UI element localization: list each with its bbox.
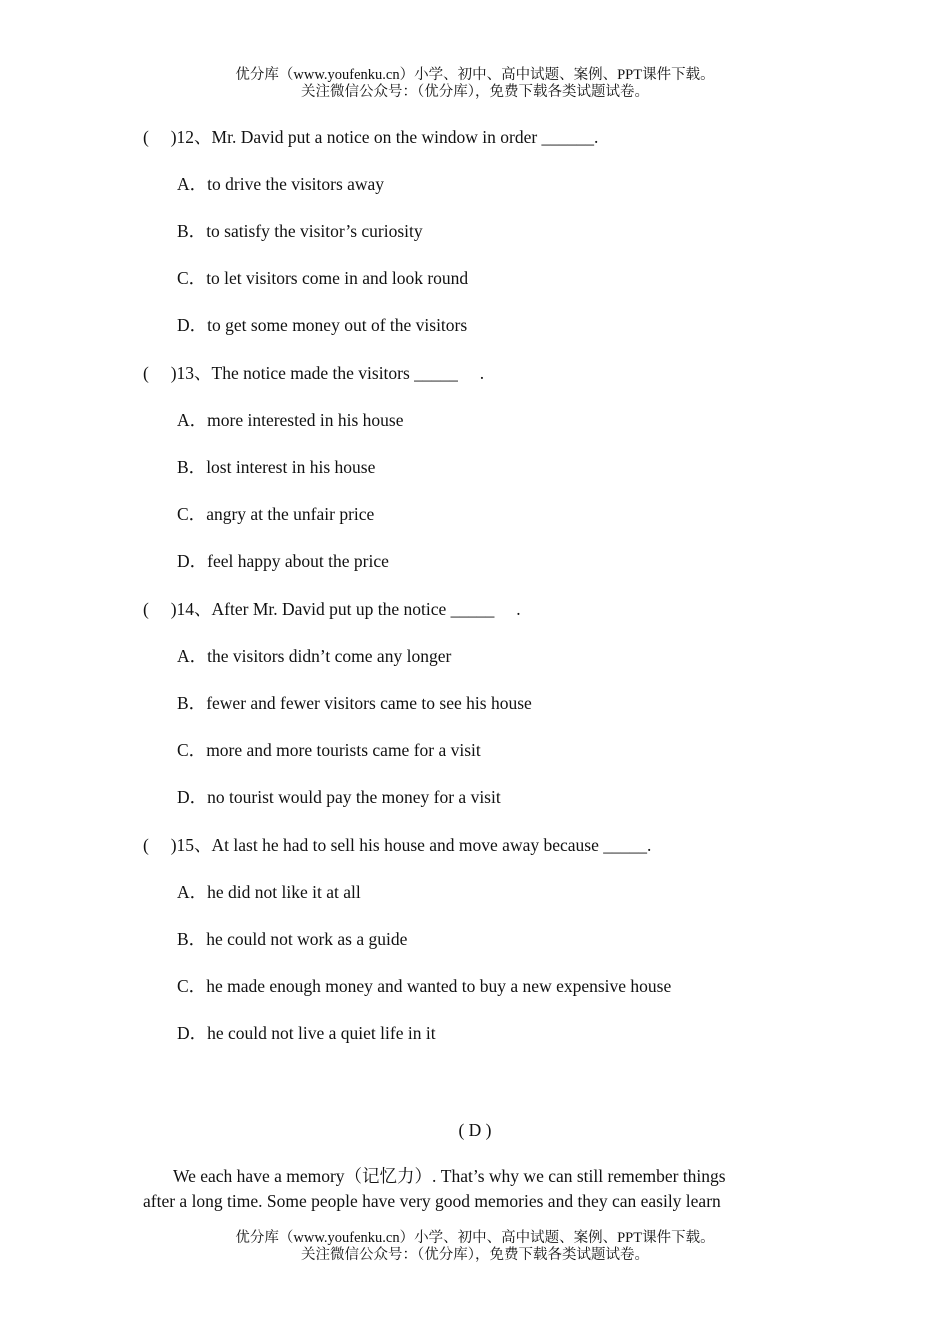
option-text: the visitors didn’t come any longer — [207, 646, 452, 666]
option-letter: C． — [177, 268, 207, 288]
option-letter: A． — [177, 646, 208, 666]
question-15-option-b — [177, 928, 407, 950]
question-12-option-d — [177, 314, 467, 336]
question-14-stem: ( )14、After Mr. David put up the notice _____ . — [143, 599, 521, 619]
question-14-option-c — [177, 739, 481, 761]
option-text: to satisfy the visitor’s curiosity — [206, 221, 423, 241]
option-letter: D． — [177, 551, 208, 571]
option-letter: D． — [177, 315, 208, 335]
option-text: more interested in his house — [207, 410, 404, 430]
page-footer — [0, 1230, 950, 1264]
option-text: fewer and fewer visitors came to see his house — [206, 693, 532, 713]
option-text: he could not work as a guide — [206, 929, 408, 949]
option-letter: A． — [177, 882, 208, 902]
option-letter: B． — [177, 929, 207, 949]
paragraph-line-2: after a long time. Some people have very good memories and they can easily learn — [143, 1191, 721, 1211]
option-letter: C． — [177, 740, 207, 760]
question-15-stem: ( )15、At last he had to sell his house and move away because _____. — [143, 835, 652, 855]
question-13-option-c — [177, 503, 374, 525]
reading-paragraph — [143, 1164, 783, 1214]
header-line-2: 关注微信公众号：（优分库），免费下载各类试题试卷。 — [301, 84, 649, 100]
question-14-option-a — [177, 645, 451, 667]
option-text: feel happy about the price — [207, 551, 389, 571]
question-15-option-d — [177, 1022, 436, 1044]
option-letter: C． — [177, 504, 207, 524]
question-12-option-c — [177, 267, 468, 289]
question-12-option-b — [177, 220, 423, 242]
option-letter: A． — [177, 410, 208, 430]
paragraph-line-1: We each have a memory（记忆力）. That’s why we can still remember things — [173, 1166, 726, 1186]
header-line-1: 优分库（www.youfenku.cn）小学、初中、高中试题、案例、PPT课件下载。 — [235, 67, 715, 83]
option-text: more and more tourists came for a visit — [206, 740, 481, 760]
option-text: he did not like it at all — [207, 882, 361, 902]
option-text: to drive the visitors away — [207, 174, 385, 194]
option-letter: D． — [177, 787, 208, 807]
question-15-option-c — [177, 975, 671, 997]
question-13-option-d — [177, 550, 389, 572]
question-14-option-d — [177, 786, 501, 808]
question-14-option-b — [177, 692, 532, 714]
option-text: no tourist would pay the money for a visit — [207, 787, 501, 807]
option-text: he made enough money and wanted to buy a new expensive house — [206, 976, 672, 996]
option-letter: B． — [177, 457, 207, 477]
question-13-stem: ( )13、The notice made the visitors _____ . — [143, 363, 485, 383]
option-letter: B． — [177, 693, 207, 713]
option-letter: C． — [177, 976, 207, 996]
option-letter: D． — [177, 1023, 208, 1043]
option-text: to get some money out of the visitors — [207, 315, 468, 335]
option-letter: B． — [177, 221, 207, 241]
option-text: angry at the unfair price — [206, 504, 375, 524]
question-15-option-a — [177, 881, 361, 903]
question-12-option-a — [177, 173, 384, 195]
question-13-option-a — [177, 409, 404, 431]
question-13-option-b — [177, 456, 375, 478]
page-header — [0, 67, 950, 101]
option-text: to let visitors come in and look round — [206, 268, 469, 288]
option-text: lost interest in his house — [206, 457, 376, 477]
option-text: he could not live a quiet life in it — [207, 1023, 436, 1043]
footer-line-1: 优分库（www.youfenku.cn）小学、初中、高中试题、案例、PPT课件下载。 — [235, 1230, 715, 1246]
footer-line-2: 关注微信公众号：（优分库），免费下载各类试题试卷。 — [301, 1247, 649, 1263]
section-title: ( D ) — [458, 1120, 492, 1140]
option-letter: A． — [177, 174, 208, 194]
question-12-stem: ( )12、Mr. David put a notice on the window in order ______. — [143, 127, 599, 147]
